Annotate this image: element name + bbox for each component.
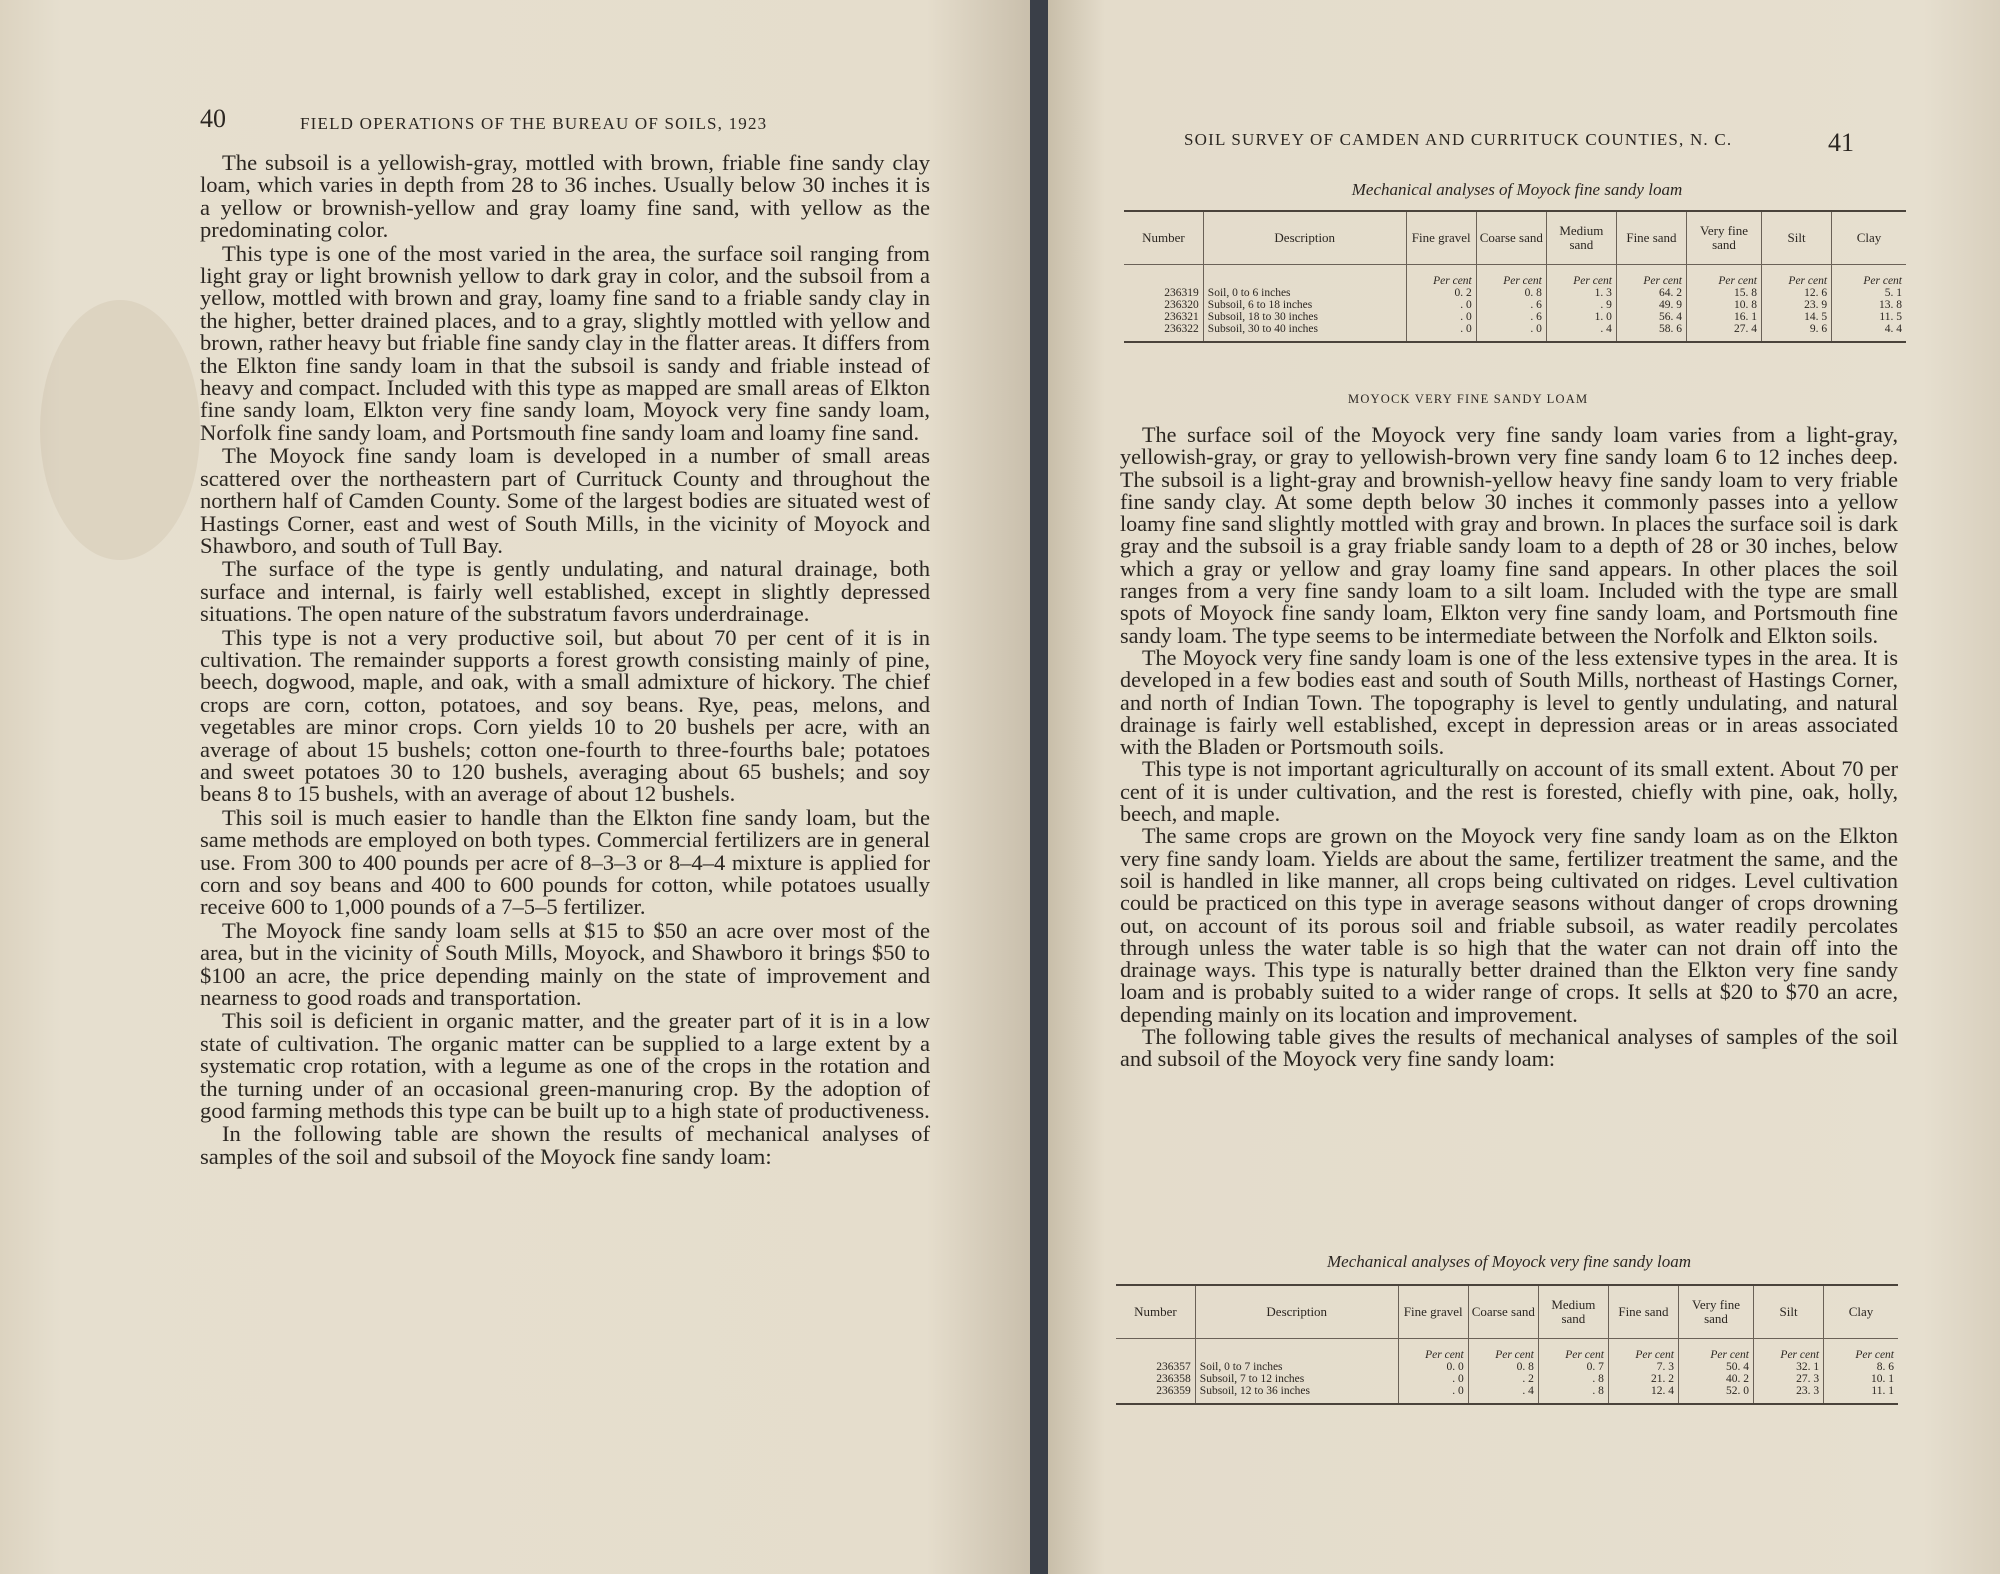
- unit-label: Per cent: [1495, 1349, 1534, 1361]
- sample-description: Subsoil, 18 to 30 inches: [1207, 311, 1319, 323]
- table-cell: 21. 2: [1650, 1373, 1674, 1385]
- table-cell: 0. 2: [1454, 287, 1472, 299]
- table-cell: 13. 8: [1879, 299, 1902, 311]
- mechanical-analyses-table: [1124, 210, 1906, 343]
- unit-label: Per cent: [1433, 275, 1472, 287]
- table-cell: . 9: [1600, 299, 1612, 311]
- table-cell: . 6: [1530, 311, 1542, 323]
- sample-number: 236357: [1156, 1361, 1191, 1373]
- column-header: Fine gravel: [1406, 211, 1476, 265]
- sample-description: Subsoil, 30 to 40 inches: [1207, 323, 1319, 335]
- table-cell: . 0: [1452, 1385, 1464, 1397]
- value-column: [1476, 265, 1546, 343]
- column-header: Description: [1203, 211, 1406, 265]
- table-cell: 16. 1: [1733, 311, 1757, 323]
- table-caption: Mechanical analyses of Moyock fine sandy loam: [1351, 180, 1683, 199]
- paragraph: This type is one of the most varied in the area, the surface soil ranging from light gray or light brownish yellow to dark gray in color, and the subsoil from a yellow, mottled with brown and gray, loamy fine sand to a friable sandy clay in the higher, better drained places, and to a gray, slightly mottled with yellow and brown, rather heavy but friable fine sandy clay in the flatter areas. It differs from the Elkton fine sandy loam in that the subsoil is sandy and friable instead of heavy and compact. Included with this type as mapped are small areas of Elkton fine sandy loam, Elkton very fine sandy loam, Moyock very fine sandy loam, Norfolk fine sandy loam, and Portsmouth fine sandy loam and loamy fine sand.: [200, 240, 930, 445]
- table-cell: 40. 2: [1725, 1373, 1749, 1385]
- value-column: [1686, 265, 1761, 343]
- sample-number: 236322: [1164, 323, 1199, 335]
- table-cell: 0. 0: [1446, 1361, 1464, 1373]
- unit-label: Per cent: [1710, 1349, 1749, 1361]
- table-data-row: [1116, 1339, 1898, 1405]
- table-cell: 23. 9: [1804, 299, 1828, 311]
- value-column: [1753, 1339, 1823, 1405]
- value-column: [1824, 1339, 1898, 1405]
- table-cell: 27. 3: [1796, 1373, 1820, 1385]
- value-column: [1406, 265, 1476, 343]
- running-head: FIELD OPERATIONS OF THE BUREAU OF SOILS, 1923: [300, 114, 768, 133]
- column-header: Very fine sand: [1686, 211, 1761, 265]
- table-cell: 9. 6: [1809, 323, 1828, 335]
- unit-label: Per cent: [1863, 275, 1902, 287]
- sample-description: Soil, 0 to 6 inches: [1207, 287, 1291, 299]
- table-cell: 12. 4: [1650, 1385, 1674, 1397]
- table-cell: 49. 9: [1658, 299, 1682, 311]
- column-header: Silt: [1753, 1285, 1823, 1339]
- unit-label: Per cent: [1780, 1349, 1820, 1361]
- table-cell: 50. 4: [1725, 1361, 1749, 1373]
- table-cell: 0. 8: [1524, 287, 1542, 299]
- table-cell: 0. 8: [1516, 1361, 1534, 1373]
- paragraph: The Moyock fine sandy loam is developed in a number of small areas scattered over the northeastern part of Currituck County and throughout the northern half of Camden County. Some of the largest bodies are situated west of Hastings Corner, east and west of South Mills, in the vicinity of Moyock and Shawboro, and south of Tull Bay.: [200, 443, 930, 558]
- sample-description: Soil, 0 to 7 inches: [1199, 1361, 1283, 1373]
- unit-label: Per cent: [1788, 275, 1828, 287]
- paragraph: The subsoil is a yellowish-gray, mottled with brown, friable fine sandy clay loam, which varies in depth from 28 to 36 inches. Usually below 30 inches it is a yellow or brownish-yellow and gray loamy fine sand, with yellow as the predominating color.: [200, 150, 930, 243]
- table-cell: . 8: [1592, 1385, 1604, 1397]
- table-cell: 1. 0: [1594, 311, 1612, 323]
- description-column: [1203, 265, 1406, 343]
- column-header: Coarse sand: [1476, 211, 1546, 265]
- table-cell: 1. 3: [1594, 287, 1612, 299]
- value-column: [1616, 265, 1686, 343]
- paragraph: The surface soil of the Moyock very fine sandy loam varies from a light-gray, yellowish-gray, or gray to yellowish-brown very fine sandy loam 6 to 12 inches deep. The subsoil is a light-gray and brownish-yellow heavy fine sandy loam to very friable fine sandy clay. At some depth below 30 inches it commonly passes into a yellow loamy fine sand slightly mottled with gray and brown. In places the surface soil is dark gray and the subsoil is a gray friable sandy loam to a depth of 28 or 30 inches, below which a gray or yellow and gray loamy fine sand appears. In other places the soil ranges from a very fine sandy loam to a silt loam. Included with the type are small spots of Moyock fine sandy loam, Elkton very fine sandy loam, and Portsmouth fine sandy loam. The type seems to be intermediate between the Norfolk and Elkton soils.: [1120, 422, 1898, 648]
- sample-number: 236358: [1156, 1373, 1191, 1385]
- table-cell: 64. 2: [1658, 287, 1682, 299]
- table-cell: . 0: [1460, 323, 1472, 335]
- column-header: Fine gravel: [1398, 1285, 1468, 1339]
- unit-label: Per cent: [1565, 1349, 1604, 1361]
- table-cell: 52. 0: [1725, 1385, 1749, 1397]
- paragraph: This type is not a very productive soil, but about 70 per cent of it is in cultivation. The remainder supports a forest growth consisting mainly of pine, beech, dogwood, maple, and oak, with a small admixture of hickory. The chief crops are corn, cotton, potatoes, and soy beans. Rye, peas, melons, and vegetables are minor crops. Corn yields 10 to 20 bushels per acre, with an average of about 15 bushels; cotton one-fourth to three-fourths bale; potatoes and sweet potatoes 30 to 120 bushels, averaging about 65 bushels; and soy beans 8 to 15 bushels, with an average of about 12 bushels.: [200, 624, 930, 807]
- body-text: [200, 152, 930, 1169]
- value-column: [1468, 1339, 1538, 1405]
- column-header: Number: [1116, 1285, 1195, 1339]
- table-cell: . 6: [1530, 299, 1542, 311]
- page-number: 40: [200, 104, 226, 133]
- paragraph: The surface of the type is gently undulating, and natural drainage, both surface and internal, is fairly well established, except in slightly depressed situations. The open nature of the substratum favors underdrainage.: [200, 556, 930, 627]
- unit-label: Per cent: [1635, 1349, 1674, 1361]
- sample-number: 236321: [1164, 311, 1199, 323]
- value-column: [1761, 265, 1831, 343]
- sample-number: 236320: [1164, 299, 1199, 311]
- section-heading: MOYOCK VERY FINE SANDY LOAM: [1348, 392, 1589, 406]
- sample-description: Subsoil, 12 to 36 inches: [1199, 1385, 1311, 1397]
- description-column: [1195, 1339, 1398, 1405]
- table-cell: . 0: [1452, 1373, 1464, 1385]
- book-gutter: [1030, 0, 1048, 1574]
- body-text: [1120, 424, 1898, 1071]
- column-header: Number: [1124, 211, 1203, 265]
- column-header: Clay: [1824, 1285, 1898, 1339]
- table-cell: . 0: [1460, 311, 1472, 323]
- table-cell: 27. 4: [1733, 323, 1757, 335]
- running-head: SOIL SURVEY OF CAMDEN AND CURRITUCK COUNTIES, N. C.: [1184, 130, 1733, 149]
- unit-label: Per cent: [1425, 1349, 1464, 1361]
- paragraph: This type is not important agriculturally on account of its small extent. About 70 per cent of it is under cultivation, and the rest is forested, chiefly with pine, oak, holly, beech, and maple.: [1120, 756, 1898, 827]
- sample-number: 236359: [1156, 1385, 1191, 1397]
- table-header-row: [1124, 211, 1906, 265]
- sample-number: 236319: [1164, 287, 1199, 299]
- unit-label: Per cent: [1503, 275, 1542, 287]
- value-column: [1546, 265, 1616, 343]
- column-header: Fine sand: [1608, 1285, 1678, 1339]
- value-column: [1608, 1339, 1678, 1405]
- unit-label: Per cent: [1855, 1349, 1894, 1361]
- value-column: [1832, 265, 1906, 343]
- table-cell: 14. 5: [1804, 311, 1828, 323]
- sample-description: Subsoil, 6 to 18 inches: [1207, 299, 1313, 311]
- table-cell: . 4: [1522, 1385, 1534, 1397]
- paragraph: The same crops are grown on the Moyock very fine sandy loam as on the Elkton very fine sandy loam. Yields are about the same, fertilizer treatment the same, and the soil is handled in like manner, all crops being cultivated on ridges. Level cultivation could be practiced on this type in average seasons without danger of crops drowning out, on account of its porous soil and friable subsoil, as water readily percolates through unless the water table is so high that the water can not drain off into the drainage ways. This type is naturally better drained than the Elkton very fine sandy loam and is probably suited to a wider range of crops. It sells at $20 to $70 an acre, depending mainly on its location and improvement.: [1120, 823, 1898, 1027]
- number-column: [1124, 265, 1203, 343]
- table-data-row: [1124, 265, 1906, 343]
- column-header: Clay: [1832, 211, 1906, 265]
- table-cell: 32. 1: [1796, 1361, 1820, 1373]
- unit-label: Per cent: [1718, 275, 1757, 287]
- column-header: Silt: [1761, 211, 1831, 265]
- column-header: Description: [1195, 1285, 1398, 1339]
- paper-stain: [40, 300, 200, 560]
- paragraph: The Moyock very fine sandy loam is one of the less extensive types in the area. It is developed in a few bodies east and south of South Mills, northeast of Hastings Corner, and north of Indian Town. The topography is level to gently undulating, and natural drainage is fairly well established, except in depression areas or in areas associated with the Bladen or Portsmouth soils.: [1120, 644, 1898, 760]
- value-column: [1398, 1339, 1468, 1405]
- table-header-row: [1116, 1285, 1898, 1339]
- column-header: Very fine sand: [1678, 1285, 1753, 1339]
- table-cell: 11. 1: [1871, 1385, 1894, 1397]
- table-cell: 15. 8: [1733, 287, 1757, 299]
- table-cell: . 2: [1522, 1373, 1534, 1385]
- paragraph: This soil is deficient in organic matter, and the greater part of it is in a low state of cultivation. The organic matter can be supplied to a large extent by a systematic crop rotation, with a legume as one of the crops in the rotation and the turning under of an occasional green-manuring crop. By the adoption of good farming methods this type can be built up to a high state of productiveness.: [200, 1008, 930, 1124]
- table-cell: 12. 6: [1804, 287, 1828, 299]
- value-column: [1538, 1339, 1608, 1405]
- table-cell: 56. 4: [1658, 311, 1682, 323]
- right-page: [1048, 0, 2000, 1574]
- page-number: 41: [1828, 128, 1854, 157]
- table-cell: 11. 5: [1879, 311, 1902, 323]
- column-header: Medium sand: [1546, 211, 1616, 265]
- paragraph: This soil is much easier to handle than the Elkton fine sandy loam, but the same methods are employed on both types. Commercial fertilizers are in general use. From 300 to 400 pounds per acre of 8–3–3 or 8–4–4 mixture is applied for corn and soy beans and 400 to 600 pounds for cotton, while potatoes usually receive 600 to 1,000 pounds of a 7–5–5 fertilizer.: [200, 804, 930, 920]
- table-cell: . 0: [1530, 323, 1542, 335]
- column-header: Medium sand: [1538, 1285, 1608, 1339]
- paragraph: In the following table are shown the results of mechanical analyses of samples of the soil and subsoil of the Moyock fine sandy loam:: [200, 1121, 930, 1169]
- paragraph: The Moyock fine sandy loam sells at $15 to $50 an acre over most of the area, but in the vicinity of South Mills, Moyock, and Shawboro it brings $50 to $100 an acre, the price depending mainly on the state of improvement and nearness to good roads and transportation.: [200, 917, 930, 1011]
- table-cell: 4. 4: [1884, 323, 1902, 335]
- column-header: Coarse sand: [1468, 1285, 1538, 1339]
- table-cell: 7. 3: [1656, 1361, 1674, 1373]
- table-cell: 0. 7: [1586, 1361, 1604, 1373]
- number-column: [1116, 1339, 1195, 1405]
- table-cell: 10. 1: [1871, 1373, 1894, 1385]
- table-cell: 23. 3: [1796, 1385, 1820, 1397]
- table-cell: 8. 6: [1876, 1361, 1894, 1373]
- table-cell: . 8: [1592, 1373, 1604, 1385]
- table-cell: . 4: [1600, 323, 1612, 335]
- unit-label: Per cent: [1643, 275, 1682, 287]
- table-cell: 58. 6: [1658, 323, 1682, 335]
- table-caption: Mechanical analyses of Moyock very fine sandy loam: [1327, 1252, 1691, 1271]
- paragraph: The following table gives the results of mechanical analyses of samples of the soil and subsoil of the Moyock very fine sandy loam:: [1120, 1024, 1898, 1072]
- mechanical-analyses-table: [1116, 1284, 1898, 1405]
- table-cell: 5. 1: [1884, 287, 1902, 299]
- table-cell: . 0: [1460, 299, 1472, 311]
- unit-label: Per cent: [1573, 275, 1612, 287]
- sample-description: Subsoil, 7 to 12 inches: [1199, 1373, 1305, 1385]
- column-header: Fine sand: [1616, 211, 1686, 265]
- value-column: [1678, 1339, 1753, 1405]
- table-cell: 10. 8: [1733, 299, 1757, 311]
